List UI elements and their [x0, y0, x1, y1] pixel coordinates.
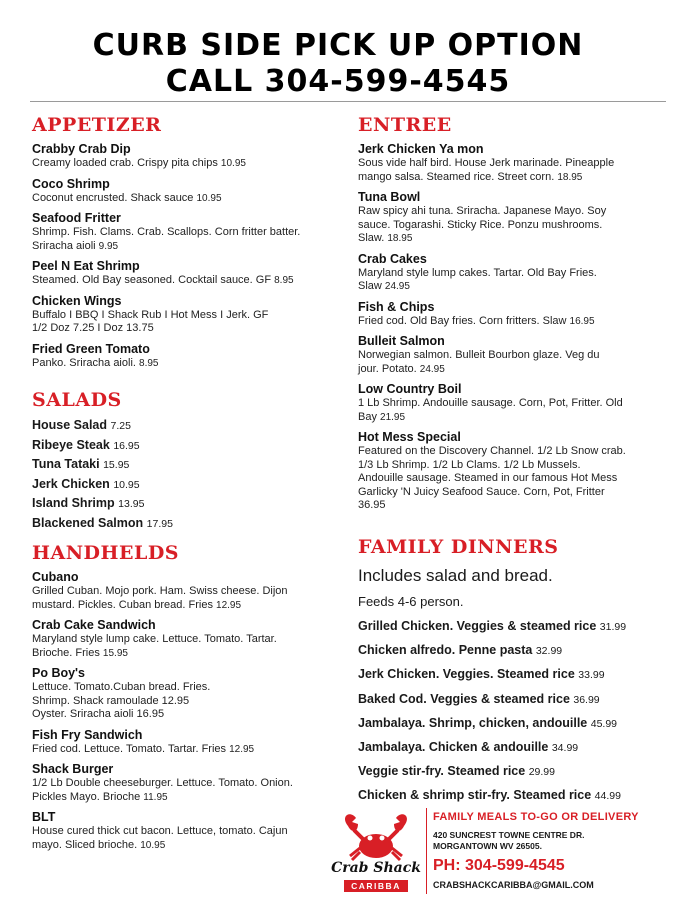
- menu-item-description: [358, 349, 658, 376]
- family-subtitle-1: Includes salad and bread.: [358, 566, 553, 585]
- menu-item-price: 12.95: [216, 599, 242, 611]
- header-line-1: CURB SIDE PICK UP OPTION: [92, 28, 584, 63]
- menu-row-name: Ribeye Steak: [32, 437, 110, 452]
- menu-row: [358, 760, 658, 784]
- menu-item-name: Fish Fry Sandwich: [32, 727, 143, 742]
- family-title: FAMILY DINNERS: [358, 536, 559, 558]
- menu-item-name: Jerk Chicken Ya mon: [358, 142, 484, 156]
- menu-item-description: [32, 633, 332, 660]
- family-list: [358, 615, 658, 809]
- menu-row-name: Island Shrimp: [32, 496, 115, 510]
- menu-item-desc-text: Norwegian salmon. Bulleit Bourbon glaze. Veg du jour. Potato.: [358, 349, 600, 375]
- menu-item: [32, 666, 332, 722]
- menu-item-desc-text: Raw spicy ahi tuna. Sriracha. Japanese Mayo. Soy sauce. Togarashi. Sticky Rice. Ponzu mushrooms. Slaw.: [358, 205, 607, 244]
- menu-row-name: Jambalaya. Shrimp, chicken, andouille: [358, 715, 588, 730]
- appetizer-title: APPETIZER: [32, 114, 162, 136]
- menu-item-name: Hot Mess Special: [358, 430, 461, 444]
- menu-row: [358, 712, 658, 736]
- menu-item-description: [32, 274, 332, 288]
- menu-item-description: [32, 192, 332, 206]
- menu-row: [358, 688, 658, 712]
- menu-item-description: [358, 205, 658, 246]
- menu-item-desc-text: Sous vide half bird. House Jerk marinade. Pineapple mango salsa. Steamed rice. Street corn.: [358, 157, 615, 183]
- menu-row-price: 13.95: [118, 498, 145, 510]
- menu-item: [32, 259, 332, 288]
- menu-row-name: Jerk Chicken. Veggies. Steamed rice: [358, 667, 575, 682]
- salads-title: SALADS: [32, 389, 122, 411]
- menu-item-description: [32, 681, 332, 722]
- menu-row-name: Veggie stir-fry. Steamed rice: [358, 764, 526, 779]
- menu-row: [358, 736, 658, 760]
- menu-item-desc-text: Featured on the Discovery Channel. 1/2 Lb Snow crab. 1/3 Lb Shrimp. 1/2 Lb Clams. 1/2 Lb Mussels. Andouille sausage. Steamed in our famous Hot Mess Garlicky 'N Juicy Seafood Sauce. Corn, Pot, Fritter 36.95: [358, 445, 626, 511]
- menu-item: [358, 252, 658, 294]
- menu-item-price: 9.95: [98, 240, 119, 252]
- menu-item-desc-text: Buffalo I BBQ I Shack Rub I Hot Mess I Jerk. GF 1/2 Doz 7.25 I Doz 13.75: [32, 308, 269, 334]
- menu-item-description: [32, 309, 332, 336]
- crab-shack-logo: [330, 808, 422, 894]
- menu-item-price: 8.95: [139, 357, 159, 369]
- menu-item: [32, 728, 332, 757]
- menu-item-desc-text: Fried cod. Old Bay fries. Corn fritters. Slaw: [358, 314, 567, 327]
- menu-item-desc-text: Lettuce. Tomato.Cuban bread. Fries. Shrimp. Shack ramoulade 12.95 Oyster. Sriracha aioli 16.95: [32, 681, 211, 720]
- menu-item: [32, 810, 332, 852]
- menu-item: [358, 430, 658, 513]
- menu-item-desc-text: Shrimp. Fish. Clams. Crab. Scallops. Corn fritter batter. Sriracha aioli: [32, 226, 301, 252]
- menu-row: [32, 436, 332, 456]
- menu-item-name: Tuna Bowl: [358, 190, 421, 204]
- menu-item-price: 24.95: [384, 281, 410, 292]
- menu-item: [32, 142, 332, 171]
- menu-row: [32, 494, 332, 514]
- menu-item-description: [32, 777, 332, 804]
- menu-item-description: [32, 825, 332, 852]
- family-section: [358, 536, 658, 809]
- menu-row: [358, 639, 658, 663]
- menu-item: [32, 294, 332, 336]
- menu-item-price: 12.95: [229, 743, 255, 755]
- menu-item-description: [32, 357, 332, 371]
- menu-item-name: Fried Green Tomato: [32, 341, 150, 356]
- menu-item: [32, 211, 332, 253]
- menu-row-price: 15.95: [103, 459, 130, 471]
- menu-item-description: [32, 585, 332, 612]
- menu-item-desc-text: 1/2 Lb Double cheeseburger. Lettuce. Tomato. Onion. Pickles Mayo. Brioche: [32, 777, 293, 803]
- menu-row-name: Jambalaya. Chicken & andouille: [358, 740, 549, 755]
- menu-item-description: [32, 157, 332, 171]
- footer-phone[interactable]: PH: 304-599-4545: [433, 857, 565, 874]
- menu-row: [358, 663, 658, 687]
- footer-email[interactable]: CRABSHACKCARIBBA@GMAIL.COM: [433, 880, 594, 890]
- footer-address-line-2: MORGANTOWN WV 26505.: [433, 841, 542, 851]
- menu-item-name: Chicken Wings: [32, 293, 122, 308]
- menu-item-price: 24.95: [419, 363, 445, 375]
- menu-item-description: [358, 157, 658, 184]
- menu-row-name: House Salad: [32, 418, 108, 432]
- menu-item-name: Bulleit Salmon: [358, 334, 445, 348]
- menu-item: [358, 190, 658, 246]
- footer-contact: [433, 810, 663, 891]
- menu-item-name: Crab Cake Sandwich: [32, 618, 156, 632]
- menu-item-name: Low Country Boil: [358, 382, 462, 396]
- menu-row-name: Baked Cod. Veggies & steamed rice: [358, 691, 570, 706]
- appetizer-list: [32, 142, 332, 370]
- menu-row-price: 32.99: [535, 645, 563, 658]
- family-subtitle-2: Feeds 4-6 person.: [358, 594, 464, 609]
- menu-item-name: Crab Cakes: [358, 251, 427, 266]
- menu-item-name: Crabby Crab Dip: [32, 142, 131, 156]
- menu-item-description: [358, 445, 658, 513]
- menu-item-desc-text: Coconut encrusted. Shack sauce: [32, 191, 194, 204]
- menu-row-price: 29.99: [528, 766, 555, 779]
- menu-item-description: [358, 315, 658, 329]
- entree-title: ENTREE: [358, 114, 452, 136]
- menu-row-price: 16.95: [113, 439, 140, 452]
- menu-row: [32, 514, 332, 534]
- menu-row-price: 45.99: [590, 717, 618, 730]
- menu-item-description: [358, 267, 658, 294]
- menu-row-name: Jerk Chicken: [32, 476, 110, 491]
- menu-item-desc-text: Creamy loaded crab. Crispy pita chips: [32, 157, 218, 169]
- header-divider: [30, 101, 666, 102]
- logo-wordmark: Crab Shack: [331, 860, 421, 876]
- menu-item-desc-text: 1 Lb Shrimp. Andouille sausage. Corn, Pot, Fritter. Old Bay: [358, 397, 623, 423]
- menu-item: [32, 570, 332, 612]
- menu-item-price: 10.95: [140, 839, 166, 851]
- menu-item-name: Coco Shrimp: [32, 176, 110, 191]
- menu-item: [358, 142, 658, 184]
- appetizer-section: [32, 114, 332, 370]
- menu-item-name: Shack Burger: [32, 762, 114, 776]
- menu-row: [358, 784, 658, 808]
- menu-item: [32, 342, 332, 371]
- handhelds-title: HANDHELDS: [32, 542, 180, 564]
- menu-item-desc-text: Maryland style lump cakes. Tartar. Old Bay Fries. Slaw: [358, 266, 597, 292]
- menu-item-price: 21.95: [380, 411, 406, 423]
- menu-item-price: 10.95: [220, 158, 246, 169]
- menu-item-description: [358, 397, 658, 424]
- menu-item-desc-text: Panko. Sriracha aioli.: [32, 356, 136, 369]
- menu-item-desc-text: House cured thick cut bacon. Lettuce, tomato. Cajun mayo. Sliced brioche.: [32, 825, 288, 851]
- handhelds-section: [32, 542, 332, 852]
- menu-item-name: Seafood Fritter: [32, 211, 121, 225]
- menu-row-name: Blackened Salmon: [32, 515, 144, 530]
- menu-item: [358, 334, 658, 376]
- menu-row-price: 31.99: [599, 621, 627, 633]
- header-line-2: CALL 304-599-4545: [165, 64, 511, 99]
- menu-row-price: 44.99: [594, 790, 621, 803]
- footer-title: FAMILY MEALS TO-GO OR DELIVERY: [433, 811, 639, 823]
- menu-row-price: 10.95: [113, 478, 140, 491]
- entree-section: [358, 114, 658, 513]
- menu-item-desc-text: Maryland style lump cake. Lettuce. Tomato. Tartar. Brioche. Fries: [32, 633, 277, 659]
- menu-item-price: 10.95: [196, 192, 222, 204]
- footer-address: [433, 830, 663, 852]
- entree-list: [358, 142, 658, 513]
- menu-item-name: Po Boy's: [32, 666, 85, 680]
- menu-item-desc-text: Grilled Cuban. Mojo pork. Ham. Swiss cheese. Dijon mustard. Pickles. Cuban bread. Fries: [32, 585, 288, 611]
- menu-item: [358, 300, 658, 329]
- menu-item-desc-text: Fried cod. Lettuce. Tomato. Tartar. Fries: [32, 742, 227, 755]
- menu-item-price: 11.95: [143, 791, 168, 803]
- logo-subbanner: CARIBBA: [344, 880, 408, 892]
- menu-row-price: 36.99: [573, 693, 600, 706]
- menu-item-description: [32, 226, 332, 253]
- menu-item: [32, 618, 332, 660]
- menu-item-description: [32, 743, 332, 757]
- handhelds-list: [32, 570, 332, 852]
- salads-list: [32, 416, 332, 533]
- menu-row: [32, 455, 332, 475]
- menu-row-price: 34.99: [551, 742, 579, 755]
- menu-item-price: 18.95: [557, 171, 583, 183]
- menu-item-name: Peel N Eat Shrimp: [32, 259, 140, 273]
- menu-row-name: Tuna Tataki: [32, 457, 100, 471]
- menu-item-name: BLT: [32, 810, 56, 824]
- page-header: [0, 28, 676, 100]
- menu-item: [32, 177, 332, 206]
- menu-item-price: 8.95: [274, 275, 294, 286]
- menu-row: [32, 475, 332, 495]
- menu-row-name: Chicken alfredo. Penne pasta: [358, 643, 533, 658]
- menu-item-desc-text: Steamed. Old Bay seasoned. Cocktail sauce. GF: [32, 274, 272, 286]
- footer-divider: [426, 808, 427, 894]
- menu-row-price: 33.99: [578, 669, 605, 682]
- menu-item-price: 16.95: [569, 315, 595, 327]
- menu-row-name: Chicken & shrimp stir-fry. Steamed rice: [358, 788, 592, 803]
- menu-row-price: 7.25: [110, 420, 131, 432]
- footer-address-line-1: 420 SUNCREST TOWNE CENTRE DR.: [433, 830, 585, 840]
- menu-item-name: Cubano: [32, 570, 79, 584]
- menu-row-price: 17.95: [146, 517, 173, 530]
- menu-row: [358, 615, 658, 639]
- menu-item-price: 15.95: [102, 647, 128, 659]
- menu-row-name: Grilled Chicken. Veggies & steamed rice: [358, 619, 597, 633]
- menu-item: [32, 762, 332, 804]
- menu-item-price: 18.95: [387, 233, 413, 244]
- menu-item: [358, 382, 658, 424]
- salads-section: [32, 389, 332, 533]
- menu-row: [32, 416, 332, 436]
- menu-item-name: Fish & Chips: [358, 299, 435, 314]
